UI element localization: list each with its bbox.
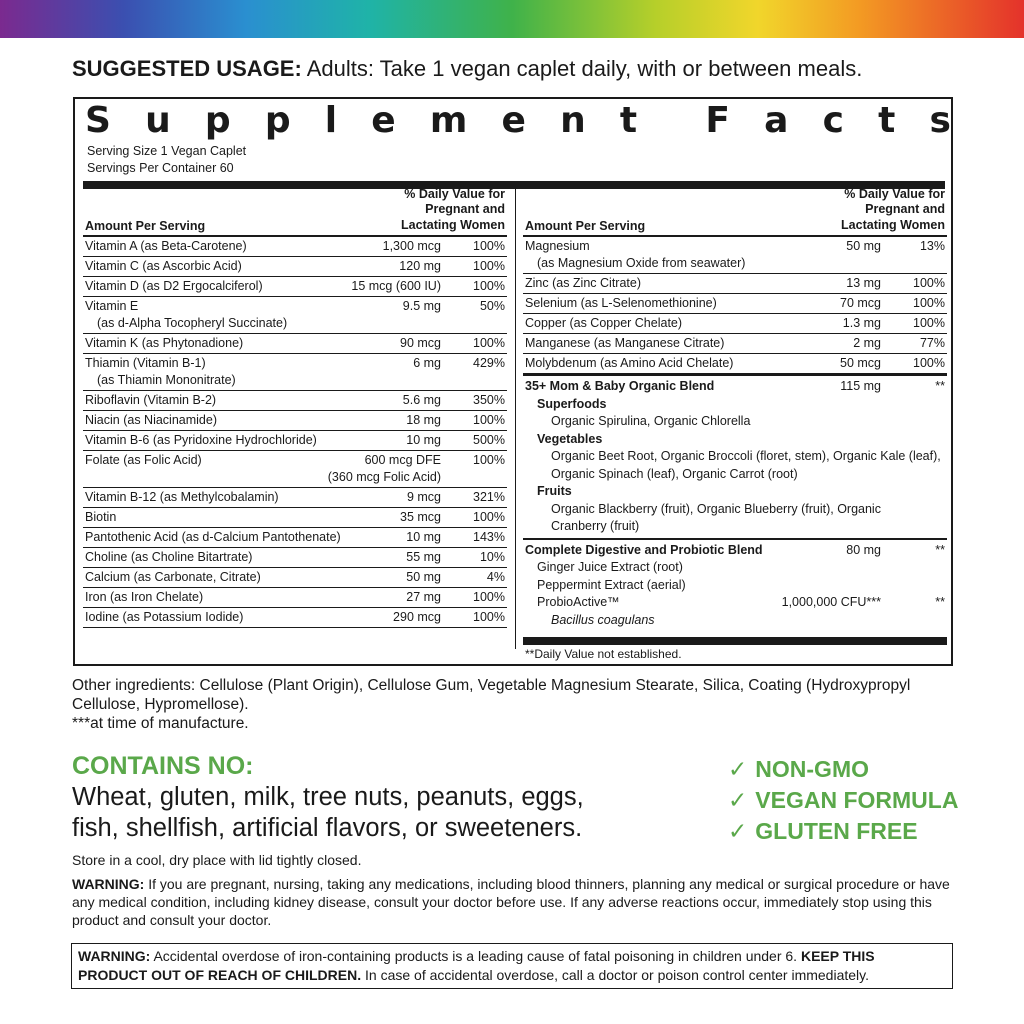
nutrient-source: (as Magnesium Oxide from seawater) bbox=[537, 256, 746, 270]
title-letter: l bbox=[324, 100, 338, 141]
usage-text: Adults: Take 1 vegan caplet daily, with or between meals. bbox=[301, 56, 863, 81]
blend-group: Vegetables bbox=[537, 431, 603, 446]
nutrient-name: Vitamin D (as D2 Ergocalciferol) bbox=[85, 279, 263, 293]
nutrient-amount: 13 mg bbox=[846, 276, 881, 290]
nutrient-name: Iron (as Iron Chelate) bbox=[85, 590, 204, 604]
allergen-line: fish, shellfish, artificial flavors, or sweeteners. bbox=[72, 814, 583, 842]
organic-blend bbox=[523, 374, 947, 540]
nutrient-name: Iodine (as Potassium Iodide) bbox=[85, 610, 244, 624]
amount-header: Amount Per Serving bbox=[85, 219, 206, 233]
blend-items: Cranberry (fruit) bbox=[551, 519, 640, 533]
nutrient-row bbox=[523, 294, 947, 314]
dv-header: % Daily Value for Pregnant and Lactating Women bbox=[401, 186, 505, 232]
divider-bar bbox=[83, 181, 945, 189]
nutrient-amount: 35 mcg bbox=[400, 510, 441, 524]
nutrient-dv: 13% bbox=[919, 239, 945, 253]
nutrient-row bbox=[523, 354, 947, 374]
blend-items: Organic Spinach (leaf), Organic Carrot (root) bbox=[551, 466, 798, 481]
facts-left-column bbox=[83, 186, 507, 628]
check-icon: ✓ bbox=[728, 757, 748, 783]
title-letter: m bbox=[429, 100, 468, 141]
warning-iron bbox=[71, 943, 953, 989]
nutrient-row bbox=[523, 314, 947, 334]
nutrient-amount: 290 mcg bbox=[393, 610, 441, 624]
nutrient-name: Vitamin K (as Phytonadione) bbox=[85, 336, 244, 350]
storage-instructions: Store in a cool, dry place with lid tightly closed. bbox=[72, 852, 362, 868]
nutrient-row bbox=[83, 488, 507, 508]
nutrient-dv: 100% bbox=[913, 316, 945, 330]
blend-dv: ** bbox=[935, 379, 945, 393]
warning-label: WARNING: bbox=[72, 876, 145, 892]
nutrient-row bbox=[83, 391, 507, 411]
nutrient-row bbox=[83, 297, 507, 334]
contains-no-title: CONTAINS NO: bbox=[72, 752, 254, 780]
probioactive-amount: 1,000,000 CFU*** bbox=[781, 595, 881, 609]
title-letter: p bbox=[204, 100, 231, 141]
certification-list bbox=[728, 754, 958, 847]
nutrient-name: Vitamin C (as Ascorbic Acid) bbox=[85, 259, 242, 273]
nutrient-amount: 6 mg bbox=[413, 356, 441, 370]
nutrient-name: Copper (as Copper Chelate) bbox=[525, 316, 683, 330]
blend-group: Superfoods bbox=[537, 396, 607, 411]
nutrient-amount: 2 mg bbox=[853, 336, 881, 350]
column-divider bbox=[515, 189, 516, 649]
nutrient-row bbox=[83, 237, 507, 257]
nutrient-row bbox=[83, 548, 507, 568]
facts-footnote: **Daily Value not established. bbox=[525, 647, 682, 661]
check-icon: ✓ bbox=[728, 819, 748, 845]
contains-no-list bbox=[72, 782, 672, 844]
serving-info bbox=[87, 143, 246, 177]
nutrient-name: Vitamin E bbox=[85, 299, 139, 313]
nutrient-row bbox=[83, 568, 507, 588]
dv-header: % Daily Value for Pregnant and Lactating Women bbox=[841, 186, 945, 232]
nutrient-name: Pantothenic Acid (as d-Calcium Pantothenate) bbox=[85, 530, 341, 544]
certification-label: NON-GMO bbox=[755, 756, 869, 782]
servings-per-container: Servings Per Container 60 bbox=[87, 161, 234, 175]
serving-size: Serving Size 1 Vegan Caplet bbox=[87, 144, 247, 158]
title-letter: c bbox=[822, 100, 844, 141]
title-letter: p bbox=[264, 100, 291, 141]
nutrient-amount: 1.3 mg bbox=[842, 316, 881, 330]
nutrient-dv: 100% bbox=[473, 239, 505, 253]
nutrient-amount: 18 mg bbox=[406, 413, 441, 427]
keep-out-of-reach: KEEP THIS PRODUCT OUT OF REACH OF CHILDREN. bbox=[78, 948, 875, 983]
nutrient-amount: 9 mcg bbox=[406, 490, 441, 504]
usage-label: SUGGESTED USAGE: bbox=[72, 56, 302, 81]
nutrient-dv: 350% bbox=[473, 393, 505, 407]
other-ingredients-text: Other ingredients: Cellulose (Plant Origin), Cellulose Gum, Vegetable Magnesium Stearate, Silica, Coating (Hydroxypropyl Cellulose, Hypromellose). bbox=[72, 677, 911, 713]
warning-text: In case of accidental overdose, call a doctor or poison control center immediately. bbox=[361, 966, 869, 983]
title-letter: e bbox=[371, 100, 396, 141]
probiotic-blend bbox=[523, 540, 947, 632]
title-letter: e bbox=[501, 100, 526, 141]
amount-header: Amount Per Serving bbox=[525, 219, 646, 233]
blend-amount: 80 mg bbox=[846, 542, 881, 557]
nutrient-amount: 9.5 mg bbox=[402, 299, 441, 313]
blend-group: Fruits bbox=[537, 484, 572, 498]
nutrient-dv: 100% bbox=[913, 276, 945, 290]
nutrient-dv: 100% bbox=[913, 296, 945, 310]
nutrient-name: Magnesium bbox=[525, 239, 590, 253]
title-letter: n bbox=[560, 100, 586, 141]
nutrient-name: Zinc (as Zinc Citrate) bbox=[525, 276, 641, 290]
title-letter: t bbox=[619, 100, 638, 141]
nutrient-dv: 4% bbox=[486, 570, 505, 584]
nutrient-amount: 50 mg bbox=[406, 570, 441, 584]
blend-items: Organic Spirulina, Organic Chlorella bbox=[551, 414, 751, 428]
nutrient-amount: 15 mcg (600 IU) bbox=[351, 279, 441, 293]
allergen-line: Wheat, gluten, milk, tree nuts, peanuts, eggs, bbox=[72, 783, 584, 811]
nutrient-row bbox=[83, 334, 507, 354]
nutrient-dv: 100% bbox=[473, 279, 505, 293]
nutrient-row bbox=[83, 588, 507, 608]
nutrient-name: Vitamin B-6 (as Pyridoxine Hydrochloride) bbox=[85, 433, 317, 447]
probioactive-line bbox=[525, 594, 947, 612]
certification-label: VEGAN FORMULA bbox=[755, 787, 959, 813]
nutrient-row bbox=[83, 411, 507, 431]
warning-text: If you are pregnant, nursing, taking any medications, including blood thinners, planning any medical or surgical procedure or have any medical condition, including kidney disease, consult your doctor before use. If any adverse reactions occur, immediately stop using this product and consult your doctor. bbox=[72, 876, 950, 928]
nutrient-name: Calcium (as Carbonate, Citrate) bbox=[85, 570, 261, 584]
nutrient-amount: 70 mcg bbox=[840, 296, 881, 310]
nutrient-row bbox=[83, 257, 507, 277]
warning-label: WARNING: bbox=[78, 948, 151, 964]
nutrient-row bbox=[523, 334, 947, 354]
blend-name: 35+ Mom & Baby Organic Blend bbox=[525, 379, 715, 393]
nutrient-name: Biotin bbox=[85, 510, 117, 524]
facts-right-column bbox=[523, 186, 947, 631]
nutrient-dv: 100% bbox=[473, 259, 505, 273]
suggested-usage bbox=[72, 56, 862, 82]
nutrient-row bbox=[83, 528, 507, 548]
nutrient-amount: 5.6 mg bbox=[402, 393, 441, 407]
nutrient-name: Selenium (as L-Selenomethionine) bbox=[525, 296, 717, 310]
title-letter: a bbox=[764, 100, 789, 141]
nutrient-dv: 100% bbox=[473, 590, 505, 604]
nutrient-dv: 77% bbox=[919, 336, 945, 350]
nutrient-amount: 120 mg bbox=[399, 259, 441, 273]
nutrient-name: Molybdenum (as Amino Acid Chelate) bbox=[525, 356, 734, 370]
nutrient-name: Riboflavin (Vitamin B-2) bbox=[85, 393, 217, 407]
nutrient-dv: 100% bbox=[473, 413, 505, 427]
nutrient-source: (as d-Alpha Tocopheryl Succinate) bbox=[97, 316, 288, 330]
column-header bbox=[523, 186, 947, 237]
nutrient-dv: 100% bbox=[473, 610, 505, 624]
nutrient-dv: 500% bbox=[473, 433, 505, 447]
nutrient-amount: 10 mg bbox=[406, 530, 441, 544]
nutrient-amount: 27 mg bbox=[406, 590, 441, 604]
certification-item bbox=[728, 785, 958, 816]
nutrient-dv: 100% bbox=[473, 453, 505, 467]
probioactive-name: ProbioActive™ bbox=[537, 595, 620, 609]
bacillus-strain: Bacillus coagulans bbox=[551, 612, 655, 627]
title-letter: s bbox=[929, 100, 951, 141]
facts-title bbox=[85, 101, 951, 141]
nutrient-row bbox=[83, 508, 507, 528]
other-ingredients bbox=[72, 676, 952, 733]
nutrient-row bbox=[83, 431, 507, 451]
certification-item bbox=[728, 816, 958, 847]
title-letter: S bbox=[85, 100, 111, 141]
probioactive-dv: ** bbox=[935, 595, 945, 609]
warning-general bbox=[72, 875, 956, 929]
nutrient-amount: 90 mcg bbox=[400, 336, 441, 350]
nutrient-dv: 100% bbox=[473, 510, 505, 524]
nutrient-amount: 600 mcg DFE bbox=[364, 453, 441, 467]
nutrient-row bbox=[523, 274, 947, 294]
nutrient-dv: 100% bbox=[473, 336, 505, 350]
nutrient-dv: 429% bbox=[473, 356, 505, 370]
nutrient-name: Thiamin (Vitamin B-1) bbox=[85, 356, 206, 370]
blend-dv: ** bbox=[935, 542, 945, 557]
nutrient-name: Vitamin B-12 (as Methylcobalamin) bbox=[85, 490, 279, 504]
blend-items: Organic Blackberry (fruit), Organic Blueberry (fruit), Organic bbox=[551, 501, 881, 516]
title-letter: t bbox=[878, 100, 896, 141]
nutrient-amount: 1,300 mcg bbox=[382, 239, 441, 253]
blend-name: Complete Digestive and Probiotic Blend bbox=[525, 542, 763, 557]
nutrient-name: Manganese (as Manganese Citrate) bbox=[525, 336, 725, 350]
nutrient-row bbox=[83, 277, 507, 297]
supplement-facts-panel bbox=[73, 97, 953, 666]
nutrient-dv: 321% bbox=[473, 490, 505, 504]
blend-items: Ginger Juice Extract (root) bbox=[537, 560, 683, 574]
nutrient-dv: 143% bbox=[473, 530, 505, 544]
title-letter: u bbox=[145, 100, 171, 141]
nutrient-amount-detail: (360 mcg Folic Acid) bbox=[327, 470, 441, 484]
nutrient-row bbox=[83, 608, 507, 628]
nutrient-row bbox=[83, 451, 507, 488]
rainbow-banner bbox=[0, 0, 1024, 38]
divider-bar bbox=[523, 637, 947, 645]
nutrient-name: Niacin (as Niacinamide) bbox=[85, 413, 217, 427]
nutrient-name: Folate (as Folic Acid) bbox=[85, 453, 202, 467]
nutrient-amount: 55 mg bbox=[406, 550, 441, 564]
nutrient-amount: 10 mg bbox=[406, 433, 441, 447]
nutrient-name: Choline (as Choline Bitartrate) bbox=[85, 550, 253, 564]
nutrient-row bbox=[83, 354, 507, 391]
nutrient-amount: 50 mcg bbox=[840, 356, 881, 370]
warning-text: Accidental overdose of iron-containing products is a leading cause of fatal poisoning in children under 6. bbox=[150, 948, 801, 964]
column-header bbox=[83, 186, 507, 237]
manufacture-note: ***at time of manufacture. bbox=[72, 715, 249, 732]
check-icon: ✓ bbox=[728, 788, 748, 814]
blend-amount: 115 mg bbox=[840, 379, 881, 393]
title-letter: F bbox=[705, 100, 731, 141]
nutrient-dv: 50% bbox=[479, 299, 505, 313]
blend-items: Organic Beet Root, Organic Broccoli (floret, stem), Organic Kale (leaf), bbox=[551, 449, 941, 463]
certification-label: GLUTEN FREE bbox=[755, 818, 918, 844]
blend-items: Peppermint Extract (aerial) bbox=[537, 577, 686, 592]
nutrient-row bbox=[523, 237, 947, 274]
nutrient-name: Vitamin A (as Beta-Carotene) bbox=[85, 239, 247, 253]
nutrient-amount: 50 mg bbox=[846, 239, 881, 253]
nutrient-dv: 100% bbox=[913, 356, 945, 370]
certification-item bbox=[728, 754, 958, 785]
nutrient-source: (as Thiamin Mononitrate) bbox=[97, 373, 236, 387]
nutrient-dv: 10% bbox=[479, 550, 505, 564]
